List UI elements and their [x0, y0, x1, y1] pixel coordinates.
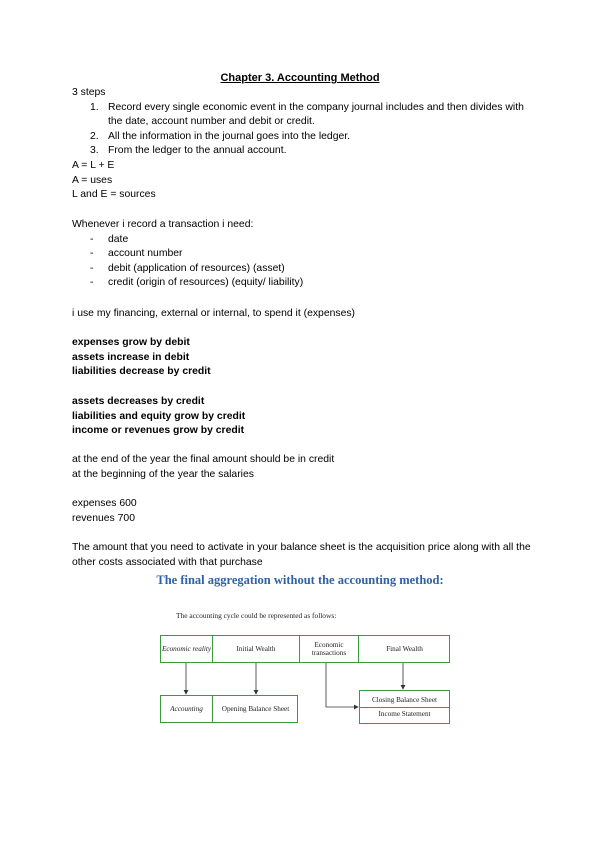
transaction-item: - account number — [90, 248, 183, 260]
transaction-section — [72, 218, 532, 291]
debit-rule: liabilities decrease by credit — [72, 366, 211, 378]
transaction-item: - date — [90, 233, 129, 245]
transaction-item: - debit (application of resources) (asset) — [90, 262, 285, 274]
step-item: 1. Record every single economic event in the company journal includes and then divides with the date, account number and debit or credit. — [90, 101, 524, 128]
economic-reality-cell: Economic reality — [161, 636, 213, 662]
credit-rules — [72, 395, 532, 439]
transaction-intro: Whenever i record a transaction i need: — [72, 219, 254, 230]
financing-note — [72, 307, 532, 322]
transaction-list — [72, 233, 532, 291]
debit-rules — [72, 336, 532, 380]
amounts — [72, 497, 532, 526]
initial-wealth-cell: Initial Wealth — [236, 644, 276, 653]
equation-line: A = L + E — [72, 159, 115, 171]
steps-heading: 3 steps — [72, 87, 106, 98]
amount-line: expenses 600 — [72, 498, 137, 509]
step-item: 2. All the information in the journal goes into the ledger. — [90, 130, 351, 142]
diagram-caption: The accounting cycle could be represented as follows: — [176, 611, 337, 620]
accounting-cell: Accounting — [161, 696, 213, 722]
transaction-item: - credit (origin of resources) (equity/ liability) — [90, 277, 304, 289]
closing-balance-sheet-label: Closing Balance Sheet — [371, 696, 438, 705]
year-note: at the beginning of the year the salaries — [72, 468, 254, 480]
steps-section — [72, 86, 532, 203]
credit-rule: income or revenues grow by credit — [72, 425, 245, 437]
financing-note-text: i use my financing, external or internal, to spend it (expenses) — [72, 308, 356, 319]
diagram-arrows — [160, 600, 460, 730]
equation-line: L and E = sources — [72, 189, 156, 201]
credit-rule: assets decreases by credit — [72, 396, 205, 407]
economic-transactions-cell: Economic transactions — [299, 636, 359, 662]
amount-line: revenues 700 — [72, 512, 135, 524]
balance-note — [72, 541, 532, 570]
final-wealth-cell: Final Wealth — [386, 644, 423, 653]
chapter-title: Chapter 3. Accounting Method — [220, 72, 380, 84]
accounting-cycle-diagram — [160, 600, 460, 730]
balance-note-text: The amount that you need to activate in your balance sheet is the acquisition price along with all the other costs associated with that purchase — [72, 542, 531, 568]
credit-rule: liabilities and equity grow by credit — [72, 410, 246, 422]
income-statement-label: Income Statement — [378, 709, 431, 718]
debit-rule: expenses grow by debit — [72, 337, 190, 348]
steps-list — [72, 101, 532, 159]
year-notes — [72, 453, 532, 482]
year-note: at the end of the year the final amount should be in credit — [72, 454, 335, 465]
opening-balance-sheet-cell: Opening Balance Sheet — [221, 704, 290, 713]
arrow-transactions-to-closing — [326, 663, 358, 707]
step-item: 3. From the ledger to the annual account. — [90, 145, 287, 157]
debit-rule: assets increase in debit — [72, 351, 190, 363]
equation-line: A = uses — [72, 174, 113, 186]
figure-title: The final aggregation without the accounting method: — [156, 573, 444, 587]
